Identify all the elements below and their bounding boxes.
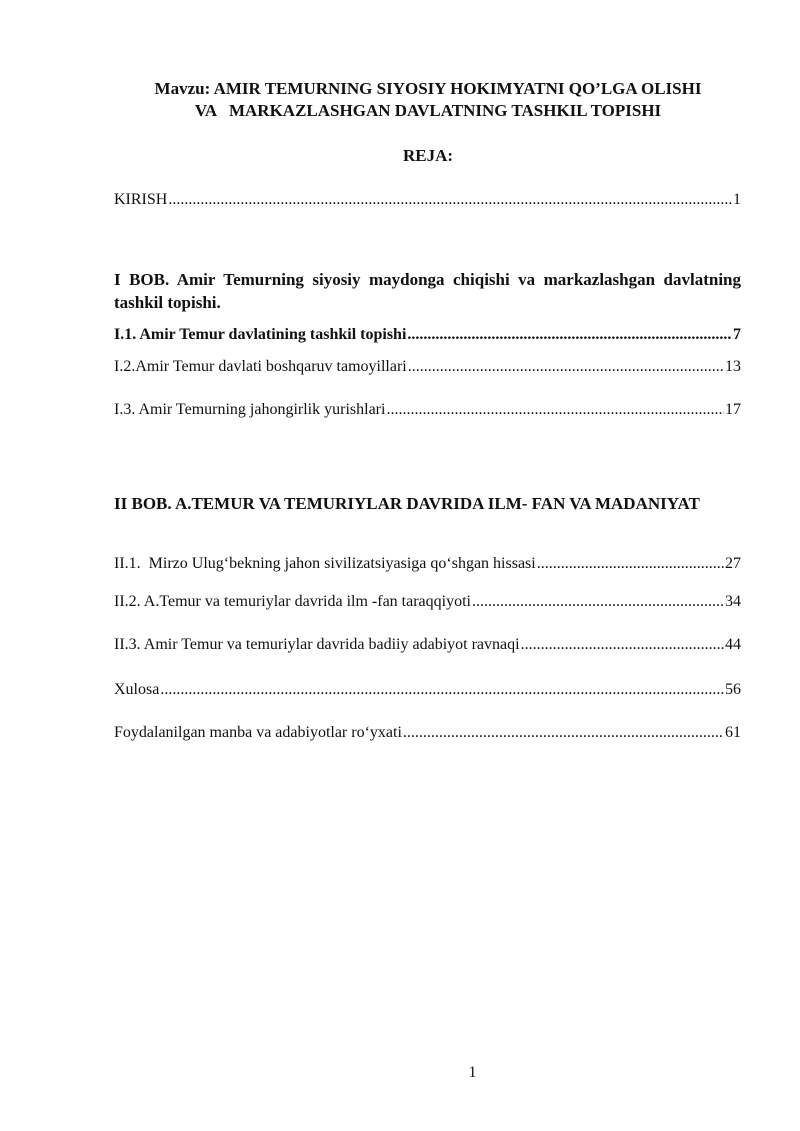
footer-page-number: 1 <box>468 1064 477 1081</box>
chapter-2-heading: II BOB. A.TEMUR VA TEMURIYLAR DAVRIDA ILM- FAN VA MADANIYAT <box>114 494 700 513</box>
toc-entry-page: 1 <box>733 191 741 208</box>
dot-leader <box>407 325 732 345</box>
toc-entry-1-2[interactable] <box>114 357 741 377</box>
toc-entry-label: I.2.Amir Temur davlati boshqaruv tamoyillari <box>114 358 407 375</box>
toc-entry-label: Foydalanilgan manba va adabiyotlar ro‘yxati <box>114 724 402 741</box>
toc-entry-page: 13 <box>725 358 741 375</box>
toc-entry-references[interactable] <box>114 723 741 743</box>
toc-entry-label: KIRISH <box>114 191 168 208</box>
toc-entry-page: 44 <box>725 636 741 653</box>
toc-entry-page: 56 <box>725 681 741 698</box>
toc-entry-label: I.3. Amir Temurning jahongirlik yurishlari <box>114 401 386 418</box>
toc-entry-page: 34 <box>725 593 741 610</box>
toc-entry-label: II.2. A.Temur va temuriylar davrida ilm -fan taraqqiyoti <box>114 593 471 610</box>
toc-entry-intro[interactable] <box>114 190 741 210</box>
plan-heading: REJA: <box>402 146 454 165</box>
toc-entry-page: 61 <box>725 724 741 741</box>
toc-entry-2-3[interactable] <box>114 635 741 655</box>
toc-entry-label: II.3. Amir Temur va temuriylar davrida badiiy adabiyot ravnaqi <box>114 636 520 653</box>
title-line-2: VA MARKAZLASHGAN DAVLATNING TASHKIL TOPISHI <box>194 101 662 120</box>
toc-entry-label: I.1. Amir Temur davlatining tashkil topishi <box>114 326 407 343</box>
dot-leader <box>386 400 724 420</box>
title-line-1: Mavzu: AMIR TEMURNING SIYOSIY HOKIMYATNI QO’LGA OLISHI <box>154 79 702 98</box>
document-title <box>110 78 746 122</box>
toc-entry-1-1[interactable] <box>114 325 741 345</box>
toc-entry-2-2[interactable] <box>114 592 741 612</box>
toc-entry-1-3[interactable] <box>114 400 741 420</box>
dot-leader <box>472 592 724 612</box>
dot-leader <box>168 190 732 210</box>
dot-leader <box>537 554 724 574</box>
toc-entry-label: II.1. Mirzo Ulug‘bekning jahon sivilizatsiyasiga qo‘shgan hissasi <box>114 555 536 572</box>
dot-leader <box>403 723 724 743</box>
toc-entry-label: Xulosa <box>114 681 160 698</box>
dot-leader <box>521 635 724 655</box>
toc-entry-2-1[interactable] <box>114 554 741 574</box>
dot-leader <box>160 680 724 700</box>
toc-entry-page: 17 <box>725 401 741 418</box>
toc-entry-page: 7 <box>733 326 741 343</box>
toc-entry-page: 27 <box>725 555 741 572</box>
toc-entry-conclusion[interactable] <box>114 680 741 700</box>
dot-leader <box>408 357 724 377</box>
chapter-1-heading: I BOB. Amir Temurning siyosiy maydonga chiqishi va markazlashgan davlatning tashkil topishi. <box>114 270 741 312</box>
